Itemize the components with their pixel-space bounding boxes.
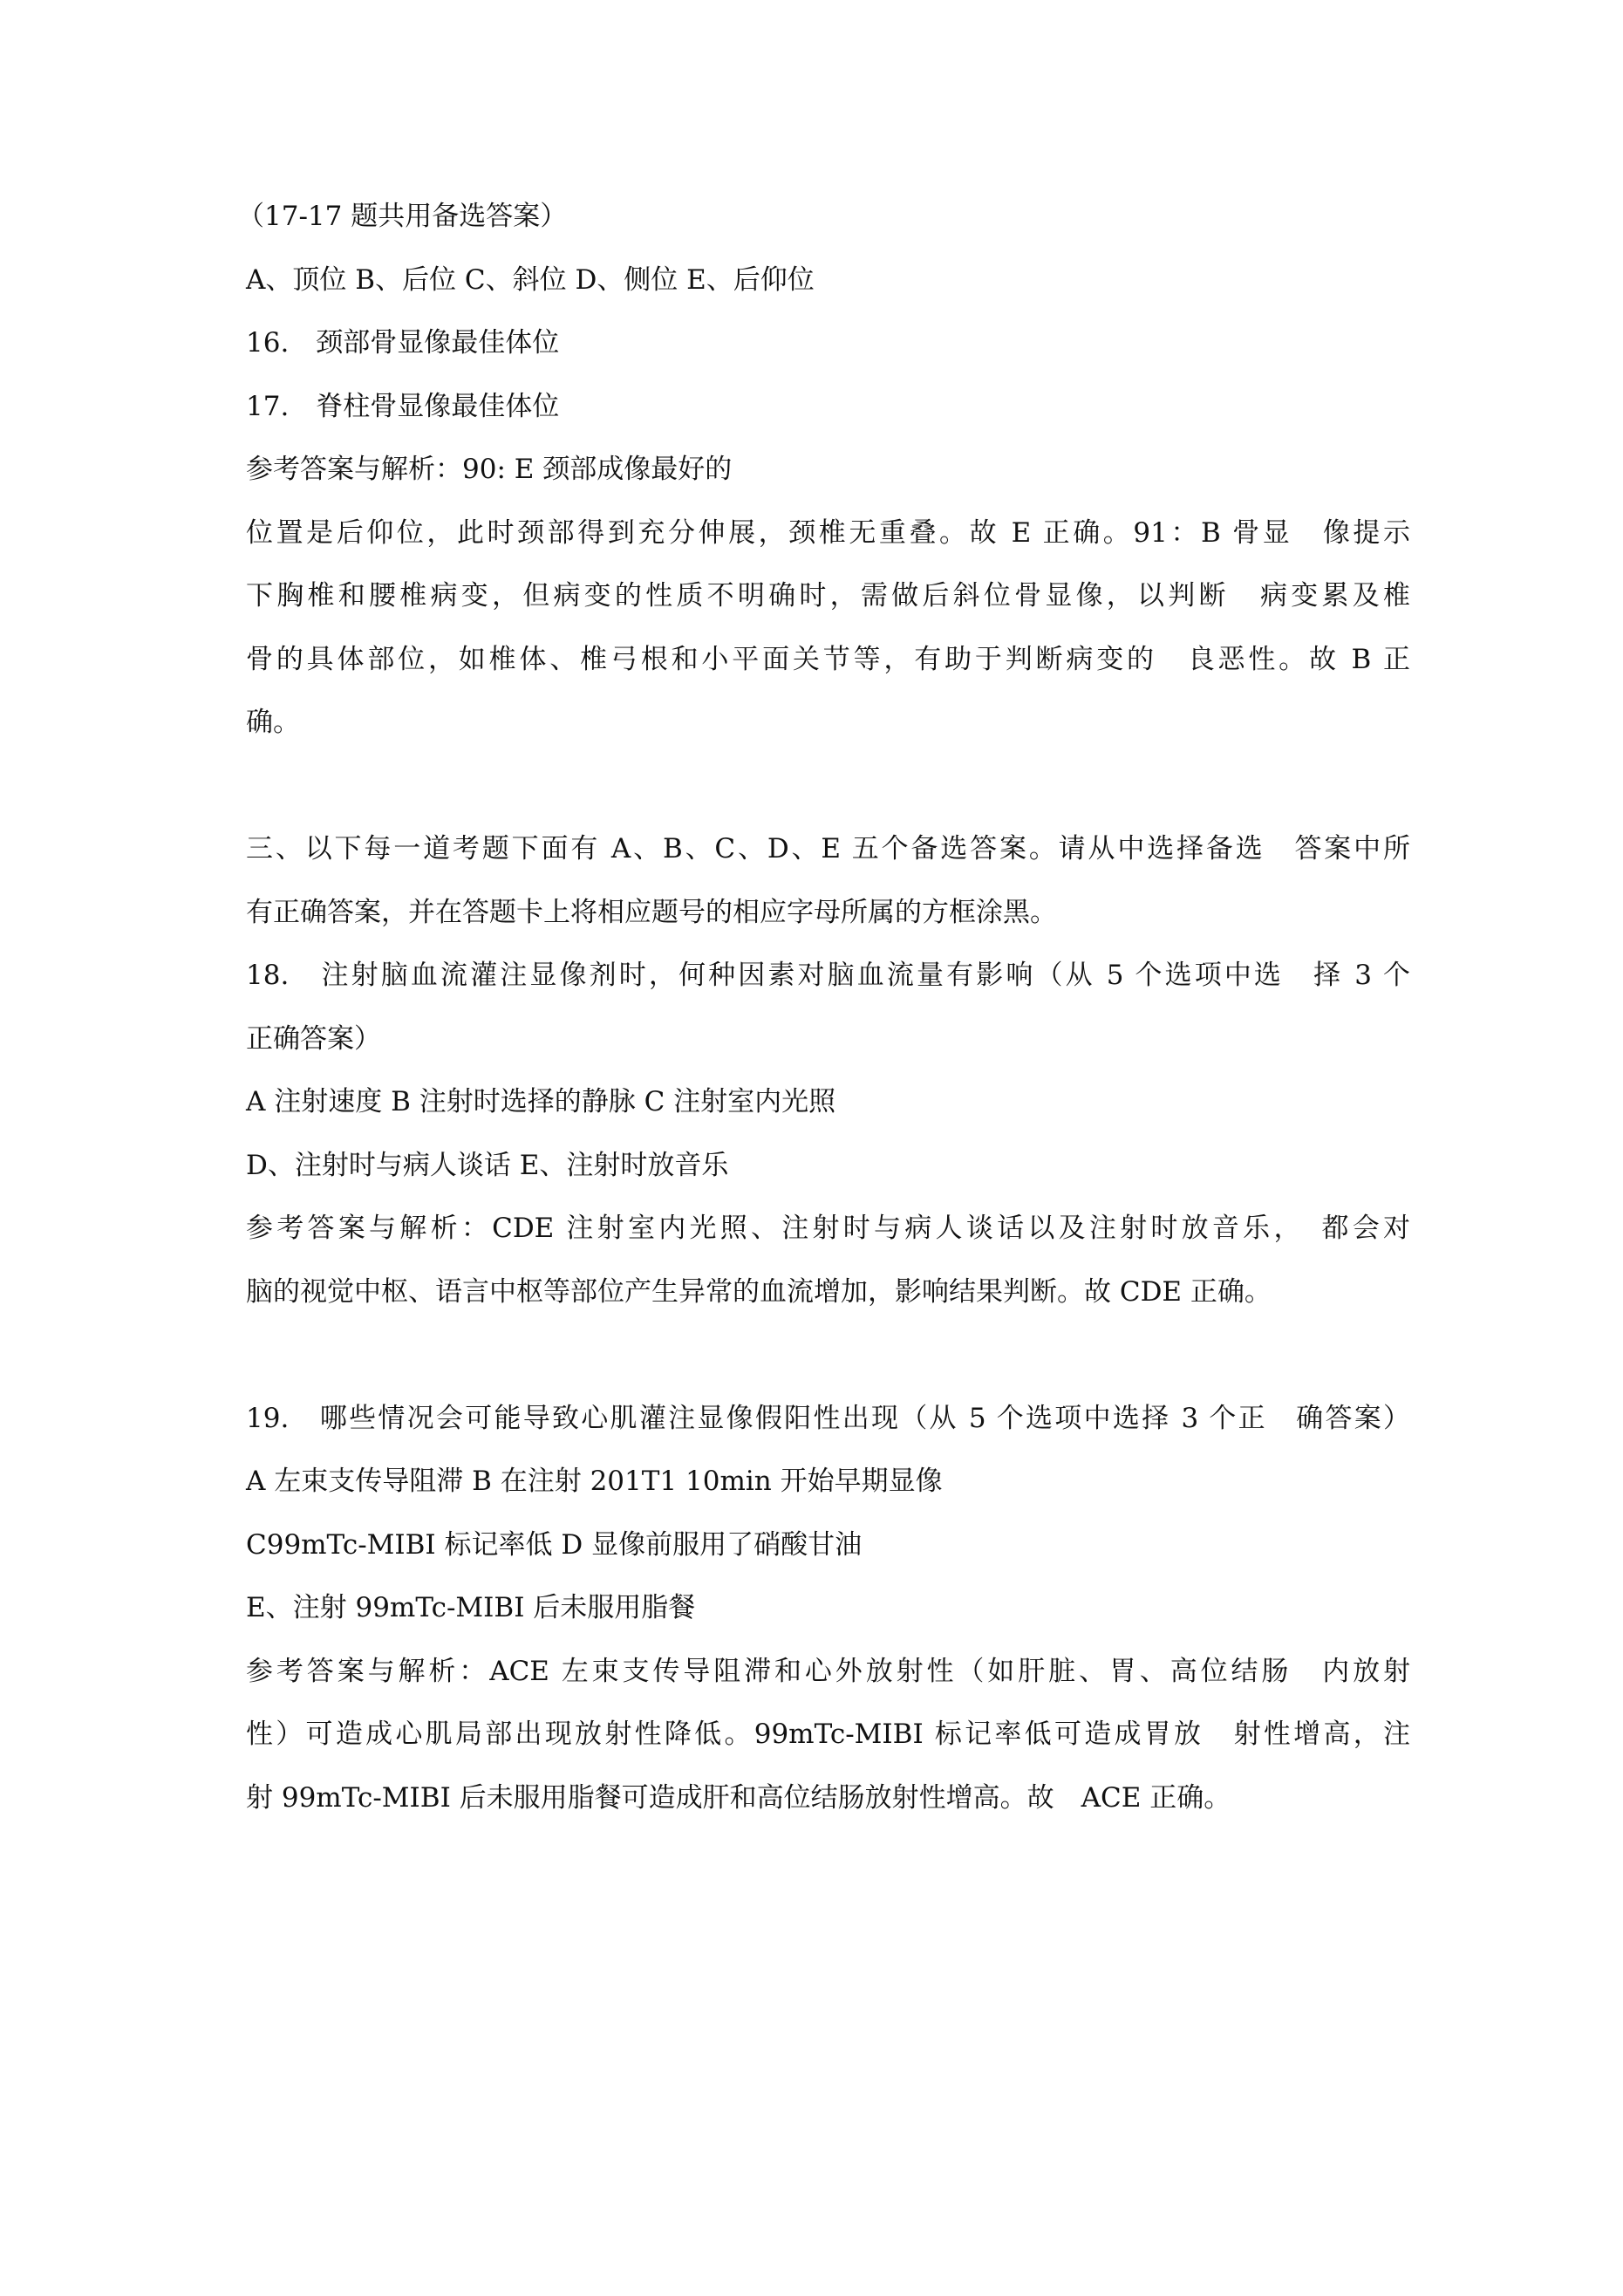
answer-19-line-1: 参考答案与解析：ACE 左束支传导阻滞和心外放射性（如肝脏、胃、高位结肠 内放射 bbox=[246, 1656, 1410, 1687]
answer-16-17-line-3: 骨的具体部位，如椎体、椎弓根和小平面关节等，有助于判断病变的 良恶性。故 B 正 bbox=[246, 644, 1410, 675]
question-18-options-1: A 注射速度 B 注射时选择的静脉 C 注射室内光照 bbox=[246, 1086, 836, 1117]
question-19-line-1: 19. 哪些情况会可能导致心肌灌注显像假阳性出现（从 5 个选项中选择 3 个正 确答案） bbox=[246, 1403, 1410, 1434]
question-17: 17. 脊柱骨显像最佳体位 bbox=[246, 391, 560, 422]
question-18-line-2: 正确答案） bbox=[246, 1023, 381, 1055]
answer-18-line-1: 参考答案与解析：CDE 注射室内光照、注射时与病人谈话以及注射时放音乐， 都会对 bbox=[246, 1213, 1410, 1244]
question-18-line-1: 18. 注射脑血流灌注显像剂时，何种因素对脑血流量有影响（从 5 个选项中选 择 3 个 bbox=[246, 960, 1410, 991]
shared-options: A、顶位 B、后位 C、斜位 D、侧位 E、后仰位 bbox=[246, 264, 815, 296]
answer-19-line-3: 射 99mTc-MIBI 后未服用脂餐可造成肝和高位结肠放射性增高。故 ACE 正确。 bbox=[246, 1782, 1231, 1814]
question-18-options-2: D、注射时与病人谈话 E、注射时放音乐 bbox=[246, 1150, 729, 1181]
section-3-instructions-line-1: 三、以下每一道考题下面有 A、B、C、D、E 五个备选答案。请从中选择备选 答案中所 bbox=[246, 833, 1410, 864]
question-19-options-1: A 左束支传导阻滞 B 在注射 201T1 10min 开始早期显像 bbox=[246, 1466, 943, 1497]
question-16: 16. 颈部骨显像最佳体位 bbox=[246, 327, 560, 359]
answer-16-17-intro: 参考答案与解析：90: E 颈部成像最好的 bbox=[246, 454, 733, 485]
question-19-options-2: C99mTc-MIBI 标记率低 D 显像前服用了硝酸甘油 bbox=[246, 1529, 863, 1561]
answer-16-17-line-1: 位置是后仰位，此时颈部得到充分伸展，颈椎无重叠。故 E 正确。91：B 骨显 像提示 bbox=[246, 517, 1410, 549]
question-19-options-3: E、注射 99mTc-MIBI 后未服用脂餐 bbox=[246, 1592, 696, 1623]
answer-16-17-line-2: 下胸椎和腰椎病变，但病变的性质不明确时，需做后斜位骨显像，以判断 病变累及椎 bbox=[246, 580, 1410, 612]
answer-19-line-2: 性）可造成心肌局部出现放射性降低。99mTc-MIBI 标记率低可造成胃放 射性增高，注 bbox=[246, 1719, 1410, 1750]
answer-18-line-2: 脑的视觉中枢、语言中枢等部位产生异常的血流增加，影响结果判断。故 CDE 正确。 bbox=[246, 1276, 1272, 1308]
section-3-instructions-line-2: 有正确答案，并在答题卡上将相应题号的相应字母所属的方框涂黑。 bbox=[246, 897, 1057, 928]
shared-options-heading: （17-17 题共用备选答案） bbox=[237, 201, 568, 232]
answer-16-17-line-4: 确。 bbox=[246, 707, 300, 738]
